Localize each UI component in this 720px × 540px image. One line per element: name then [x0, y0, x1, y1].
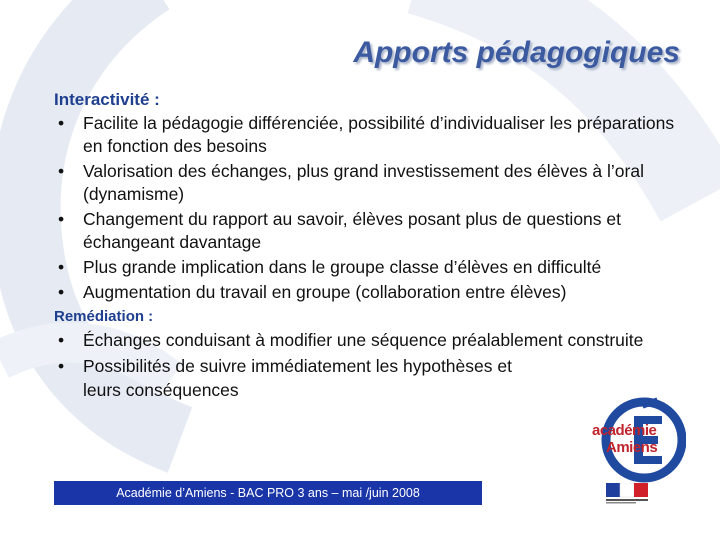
section-heading-remediation: Remédiation : [54, 308, 154, 325]
academie-amiens-logo-text [592, 422, 656, 456]
bullet-list-interactivite [54, 112, 694, 304]
list-item: • Échanges conduisant à modifier une séquence préalablement construite [54, 328, 694, 352]
list-item: • Valorisation des échanges, plus grand investissement des élèves à l’oral (dynamisme) [54, 160, 694, 206]
logo-line-academie: académie [592, 422, 657, 439]
list-item: • Augmentation du travail en groupe (collaboration entre élèves) [54, 281, 694, 304]
footer-bar: Académie d’Amiens - BAC PRO 3 ans – mai /juin 2008 [54, 481, 482, 505]
bullet-list-remediation [54, 328, 694, 402]
list-item: • Facilite la pédagogie différenciée, possibilité d’individualiser les préparations en fonction des besoins [54, 112, 694, 158]
section-heading-interactivite: Interactivité : [54, 90, 160, 109]
list-item: • Plus grande implication dans le groupe classe d’élèves en difficulté [54, 256, 694, 279]
slide-title: Apports pédagogiques [353, 36, 680, 69]
list-item: • Possibilités de suivre immédiatement les hypothèses et leurs conséquences [54, 354, 543, 402]
list-item: • Changement du rapport au savoir, élèves posant plus de questions et échangeant davantage [54, 208, 694, 254]
logo-line-amiens: Amiens [606, 439, 658, 456]
republique-francaise-logo-icon [606, 483, 650, 505]
slide-content [54, 88, 694, 404]
